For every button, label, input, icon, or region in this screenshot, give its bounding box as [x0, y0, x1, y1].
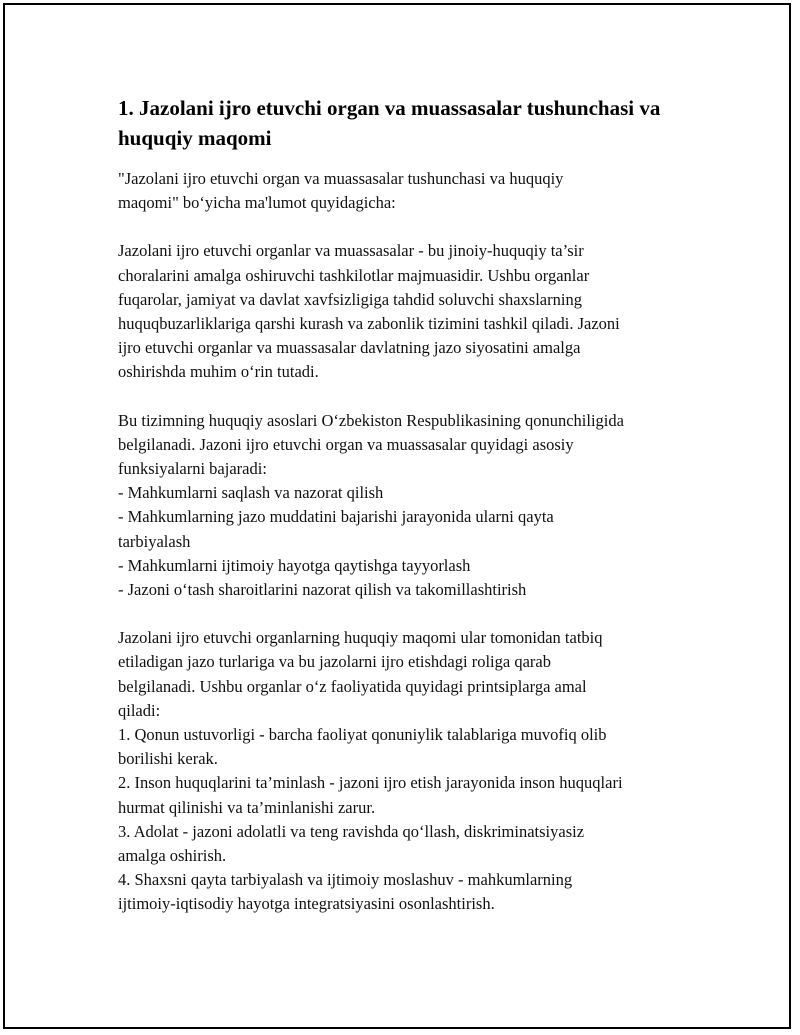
- text-line: fuqarolar, jamiyat va davlat xavfsizligiga tahdid soluvchi shaxslarning: [118, 289, 582, 309]
- text-line: Jazolani ijro etuvchi organlarning huquqiy maqomi ular tomonidan tatbiq: [118, 628, 603, 648]
- document-body: [118, 93, 698, 917]
- list-item: 3. Adolat - jazoni adolatli va teng ravishda qo‘llash, diskriminatsiyasiz: [118, 821, 585, 841]
- heading-line: huquqiy maqomi: [118, 126, 272, 150]
- list-item: 2. Inson huquqlarini ta’minlash - jazoni ijro etish jarayonida inson huquqlari: [118, 773, 623, 793]
- document-heading: [118, 93, 698, 153]
- text-line: belgilanadi. Ushbu organlar o‘z faoliyatida quyidagi printsiplarga amal: [118, 676, 587, 696]
- paragraph-spacer: [118, 385, 698, 409]
- list-item: 1. Qonun ustuvorligi - barcha faoliyat qonuniylik talablariga muvofiq olib: [118, 725, 607, 745]
- text-line: maqomi" bo‘yicha ma'lumot quyidagicha:: [118, 193, 396, 213]
- paragraph-spacer: [118, 602, 698, 626]
- text-line: funksiyalarni bajaradi:: [118, 459, 267, 479]
- text-line: belgilanadi. Jazoni ijro etuvchi organ va muassasalar quyidagi asosiy: [118, 434, 574, 454]
- list-item: - Mahkumlarni ijtimoiy hayotga qaytishga tayyorlash: [118, 555, 471, 575]
- list-item: - Jazoni o‘tash sharoitlarini nazorat qilish va takomillashtirish: [118, 580, 527, 600]
- list-item: 4. Shaxsni qayta tarbiyalash va ijtimoiy moslashuv - mahkumlarning: [118, 870, 573, 890]
- heading-line: 1. Jazolani ijro etuvchi organ va muassasalar tushunchasi va: [118, 96, 661, 120]
- text-line: ijro etuvchi organlar va muassasalar davlatning jazo siyosatini amalga: [118, 338, 581, 358]
- text-line: huquqbuzarliklariga qarshi kurash va zabonlik tizimini tashkil qiladi. Jazoni: [118, 314, 620, 334]
- text-line: choralarini amalga oshiruvchi tashkilotlar majmuasidir. Ushbu organlar: [118, 265, 590, 285]
- list-item-continuation: borilishi kerak.: [118, 749, 218, 769]
- intro-paragraph: [118, 167, 698, 215]
- paragraph-definition: [118, 239, 698, 384]
- text-line: etiladigan jazo turlariga va bu jazolarni ijro etishdagi roliga qarab: [118, 652, 551, 672]
- text-line: oshirishda muhim o‘rin tutadi.: [118, 362, 319, 382]
- list-item: - Mahkumlarning jazo muddatini bajarishi jarayonida ularni qayta: [118, 507, 554, 527]
- text-line: Jazolani ijro etuvchi organlar va muassasalar - bu jinoiy-huquqiy ta’sir: [118, 241, 584, 261]
- paragraph-principles: [118, 626, 698, 916]
- list-item-continuation: tarbiyalash: [118, 531, 191, 551]
- list-item-continuation: amalga oshirish.: [118, 846, 227, 866]
- list-item-continuation: hurmat qilinishi va ta’minlanishi zarur.: [118, 797, 376, 817]
- text-line: Bu tizimning huquqiy asoslari O‘zbekiston Respublikasining qonunchiligida: [118, 410, 624, 430]
- text-line: "Jazolani ijro etuvchi organ va muassasalar tushunchasi va huquqiy: [118, 169, 564, 188]
- paragraph-functions: [118, 409, 698, 603]
- list-item: - Mahkumlarni saqlash va nazorat qilish: [118, 483, 384, 503]
- list-item-continuation: ijtimoiy-iqtisodiy hayotga integratsiyasini osonlashtirish.: [118, 894, 495, 914]
- text-line: qiladi:: [118, 700, 161, 720]
- paragraph-spacer: [118, 215, 698, 239]
